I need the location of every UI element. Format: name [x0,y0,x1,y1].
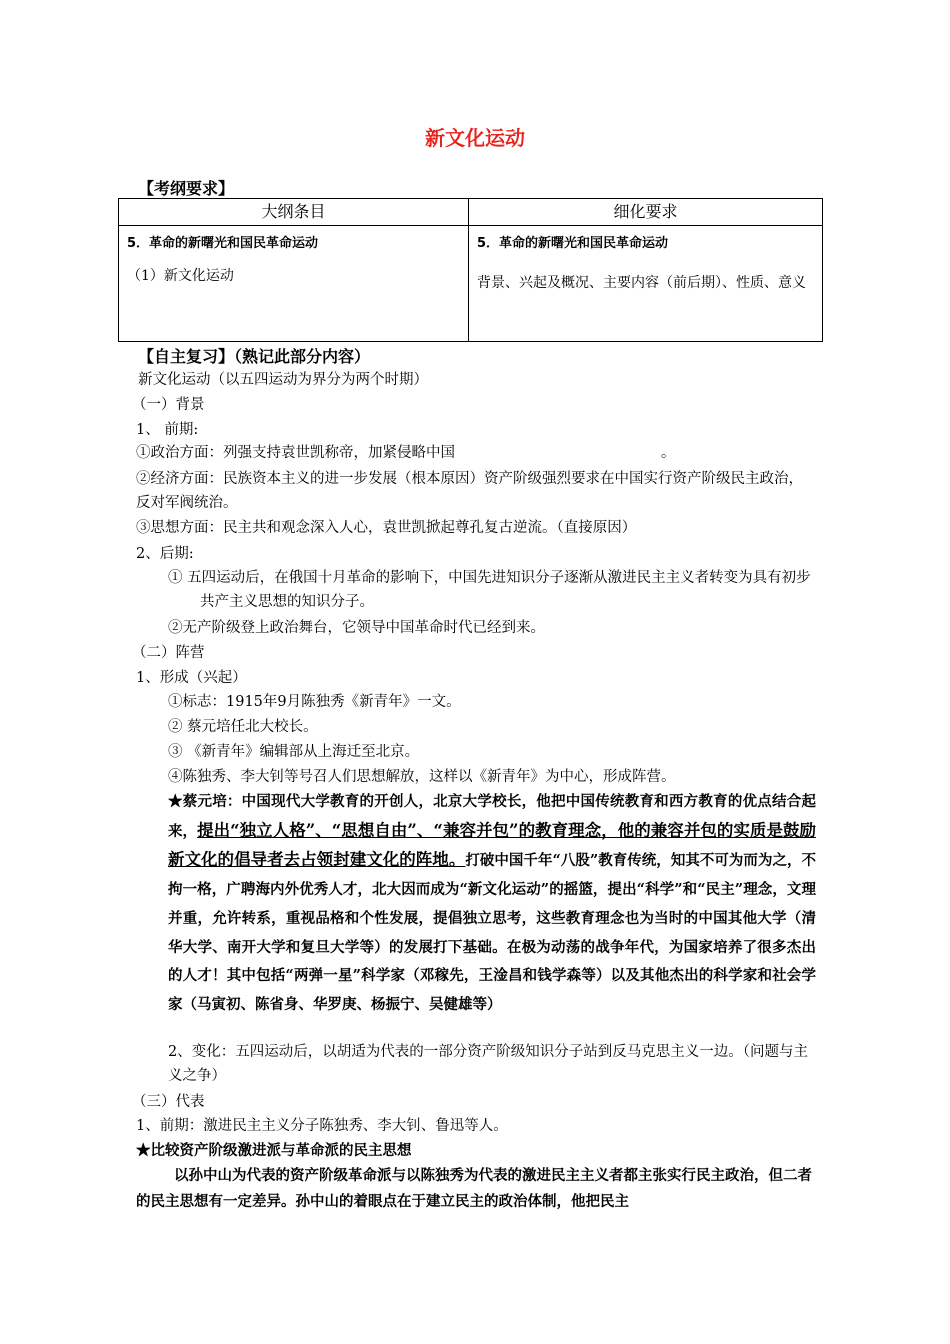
early-period-label: 1、 前期: [136,422,199,438]
formation-item-1: ①标志：1915年9月陈独秀《新青年》一文。 [168,694,461,710]
camp-heading: （二）阵营 [132,645,205,661]
early-item-2: ②经济方面：民族资本主义的进一步发展（根本原因）资产阶级强烈要求在中国实行资产阶级民主政治，反对军阀统治。 [136,471,803,511]
table-header-detail: 细化要求 [469,199,823,226]
syllabus-table [118,198,823,342]
representatives-item-1: 1、前期：激进民主主义分子陈独秀、李大钊、鲁迅等人。 [136,1118,508,1134]
formation-item-3: ③ 《新青年》编辑部从上海迁至北京。 [168,744,420,760]
late-item-2: ②无产阶级登上政治舞台，它领导中国革命时代已经到来。 [168,620,545,636]
late-item-1: ① 五四运动后，在俄国十月革命的影响下，中国先进知识分子逐渐从激进民主主义者转变为具有初步共产主义思想的知识分子。 [168,570,811,610]
late-period-label: 2、后期: [136,546,194,562]
intro-line: 新文化运动（以五四运动为界分为两个时期） [138,372,428,388]
formation-item-2: ② 蔡元培任北大校长。 [168,719,318,735]
page-title: 新文化运动 [425,126,525,150]
cai-note-part-1: ★蔡元培：中国现代大学教育的开创人，北京大学校长，他把中国传统教育和西方教育的优点结合起来， [168,793,816,840]
formation-item-4: ④陈独秀、李大钊等号召人们思想解放，这样以《新青年》为中心，形成阵营。 [168,769,676,785]
table-cell-detail [469,226,823,342]
table-header-outline: 大纲条目 [119,199,469,226]
compare-heading: ★比较资产阶级激进派与革命派的民主思想 [136,1142,412,1159]
review-heading: 【自主复习】（熟记此部分内容） [138,347,371,366]
table-cell-outline [119,226,469,342]
early-item-3: ③思想方面：民主共和观念深入人心，袁世凯掀起尊孔复古逆流。（直接原因） [136,520,637,536]
detail-item: 5．革命的新曙光和国民革命运动 [477,236,669,251]
change-item: 2、变化：五四运动后，以胡适为代表的一部分资产阶级知识分子站到反马克思主义一边。（问题与主义之争） [168,1044,808,1084]
compare-text: 以孙中山为代表的资产阶级革命派与以陈独秀为代表的激进民主主义者都主张实行民主政治，但二者的民主思想有一定差异。孙中山的着眼点在于建立民主的政治体制，他把民主 [136,1167,812,1210]
cai-note-underlined: 提出“独立人格”、“思想自由”、“兼容并包”的教育理念，他的兼容并包的实质是鼓励新文化的倡导者去占领封建文化的阵地。 [168,820,817,870]
representatives-heading: （三）代表 [132,1094,205,1110]
formation-label: 1、形成（兴起） [136,670,247,686]
early-item-1-end: 。 [661,445,676,461]
outline-subitem: （1）新文化运动 [127,268,234,284]
background-heading: （一）背景 [132,397,205,413]
detail-text: 背景、兴起及概况、主要内容（前后期）、性质、意义 [477,275,806,291]
cai-note-part-3: 打破中国千年“八股”教育传统，知其不可为而为之，不拘一格，广聘海内外优秀人才，北大因而成为“新文化运动”的摇篮，提出“科学”和“民主”理念，文理并重，允许转系，重视品格和个性发展，提倡独立思考，这些教育理念也为当时的中国其他大学（清华大学、南开大学和复旦大学等）的发展打下基础。在极为动荡的战争年代，为国家培养了很多杰出的人才！其中包括“两弹一星”科学家（邓稼先，王淦昌和钱学森等）以及其他杰出的科学家和社会学家（马寅初、陈省身、华罗庚、杨振宁、吴健雄等） [168,852,817,1013]
kaogang-heading: 【考纲要求】 [138,179,235,198]
outline-item: 5．革命的新曙光和国民革命运动 [127,236,319,251]
cai-yuanpei-note [168,788,816,1020]
early-item-1: ①政治方面：列强支持袁世凯称帝，加紧侵略中国 [136,445,455,461]
